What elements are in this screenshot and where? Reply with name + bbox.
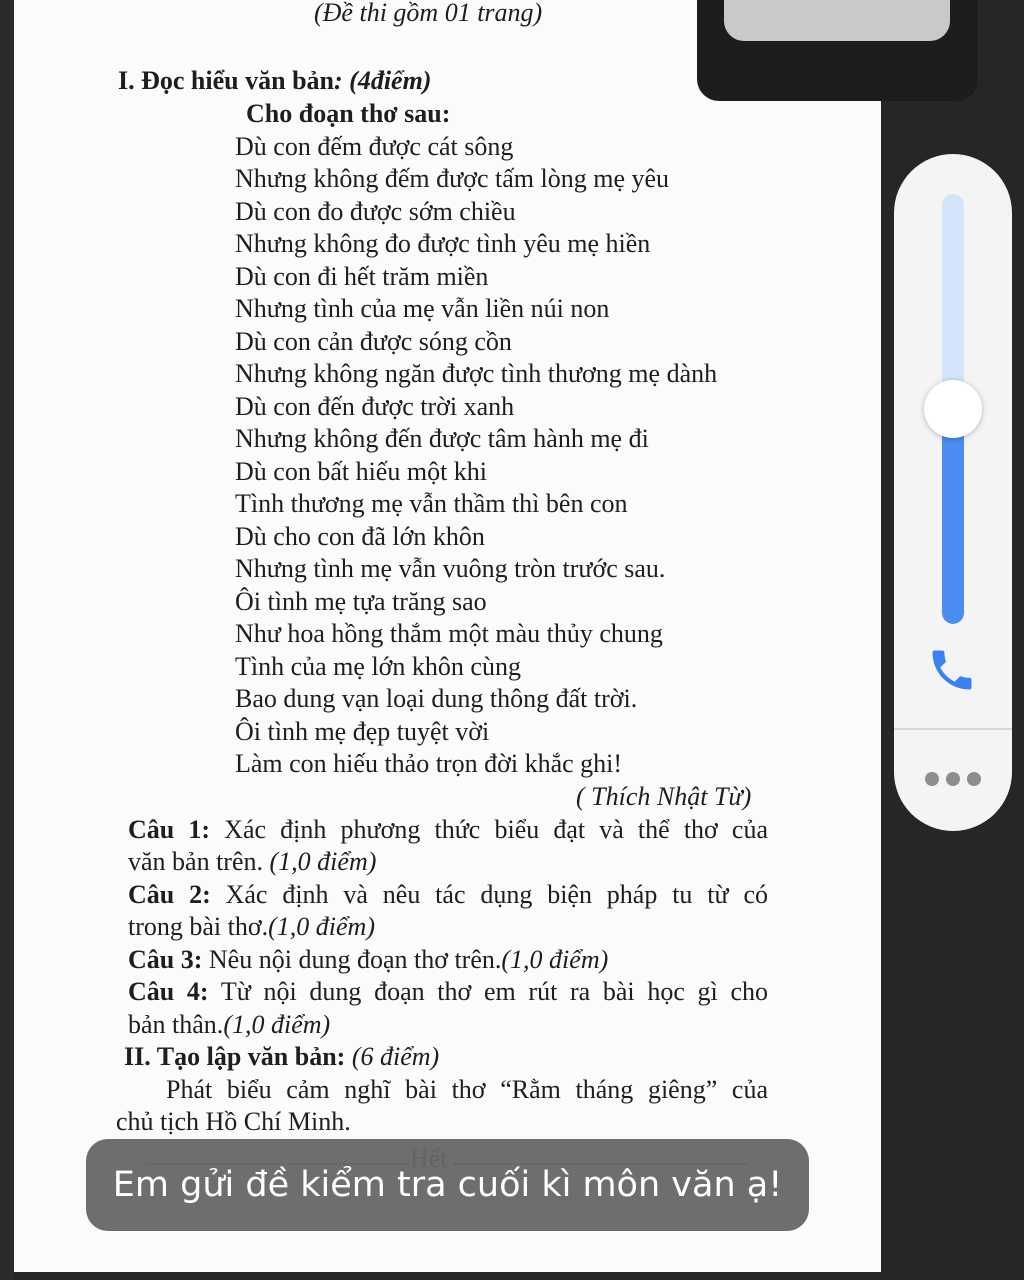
task-line-2: chủ tịch Hồ Chí Minh. — [116, 1107, 351, 1136]
poem-line: Tình của mẹ lớn khôn cùng — [235, 652, 521, 681]
question-4-text-cont: bản thân. — [128, 1010, 224, 1039]
question-4-label: Câu 4: — [128, 977, 209, 1006]
section1-heading — [118, 65, 431, 97]
question-3-label: Câu 3: — [128, 945, 203, 974]
volume-fill — [942, 409, 964, 624]
section1-points: : (4điểm) — [334, 66, 432, 95]
header-note: (Đề thi gồm 01 trang) — [314, 0, 543, 27]
question-4-points: (1,0 điểm) — [223, 1010, 331, 1039]
top-pill[interactable] — [724, 0, 950, 41]
section1-title: I. Đọc hiểu văn bản — [118, 66, 334, 95]
poem-line: Dù con cản được sóng cồn — [235, 327, 512, 356]
volume-panel — [894, 154, 1012, 831]
phone-icon[interactable] — [926, 644, 978, 696]
question-4 — [128, 976, 768, 1008]
question-3 — [128, 944, 608, 976]
question-4-text: Từ nội dung đoạn thơ em rút ra bài học gì cho — [220, 977, 768, 1006]
poem-line: Nhưng không đến được tâm hành mẹ đi — [235, 424, 649, 453]
poem-intro: Cho đoạn thơ sau: — [246, 99, 451, 128]
poem-line: Tình thương mẹ vẫn thầm thì bên con — [235, 489, 628, 518]
question-4-cont — [128, 1009, 330, 1041]
message-caption — [86, 1139, 809, 1231]
more-options-icon[interactable] — [925, 772, 981, 788]
question-2 — [128, 879, 768, 911]
poem-line: Dù con đo được sớm chiều — [235, 197, 516, 226]
poem-line: Nhưng không đo được tình yêu mẹ hiền — [235, 229, 651, 258]
poem-line: Nhưng tình của mẹ vẫn liền núi non — [235, 294, 610, 323]
poem-line: Ôi tình mẹ đẹp tuyệt vời — [235, 717, 490, 746]
poem-line: Dù con đi hết trăm miền — [235, 262, 489, 291]
section2-heading — [124, 1041, 439, 1073]
question-3-text: Nêu nội dung đoạn thơ trên. — [208, 945, 502, 974]
panel-divider — [894, 728, 1012, 730]
poem-line: Nhưng không ngăn được tình thương mẹ dành — [235, 359, 718, 388]
poem-line: Nhưng tình mẹ vẫn vuông tròn trước sau. — [235, 554, 666, 583]
left-edge — [0, 0, 14, 1280]
question-1-label: Câu 1: — [128, 815, 211, 844]
poem-line: Ôi tình mẹ tựa trăng sao — [235, 587, 487, 616]
question-1-points: (1,0 điểm) — [269, 847, 377, 876]
question-1 — [128, 814, 768, 846]
question-2-points: (1,0 điểm) — [268, 912, 375, 941]
question-2-cont — [128, 911, 375, 943]
poem-line: Dù con bất hiếu một khi — [235, 457, 488, 486]
poem-line: Dù con đếm được cát sông — [235, 132, 514, 161]
task-line-1: Phát biểu cảm nghĩ bài thơ “Rằm tháng giêng” của — [166, 1075, 768, 1104]
poem-line: Bao dung vạn loại dung thông đất trời. — [235, 684, 638, 713]
poem-line: Làm con hiếu thảo trọn đời khắc ghi! — [235, 749, 623, 778]
volume-knob[interactable] — [924, 380, 982, 438]
section2-points: (6 điểm) — [351, 1042, 440, 1071]
poem-line: Như hoa hồng thắm một màu thủy chung — [235, 619, 663, 648]
question-1-text-cont: văn bản trên. — [128, 847, 264, 876]
poem-line: Dù con đến được trời xanh — [235, 392, 515, 421]
poem-line: Dù cho con đã lớn khôn — [235, 522, 485, 551]
question-3-points: (1,0 điểm) — [501, 945, 609, 974]
poem-author: ( Thích Nhật Từ) — [576, 782, 752, 811]
question-1-text: Xác định phương thức biểu đạt và thể thơ của — [224, 815, 768, 844]
document-page — [14, 0, 881, 1272]
question-1-cont — [128, 846, 376, 878]
poem-line: Nhưng không đếm được tấm lòng mẹ yêu — [235, 164, 670, 193]
question-2-text-cont: trong bài thơ. — [128, 912, 269, 941]
caption-text: Em gửi đề kiểm tra cuối kì môn văn ạ! — [112, 1165, 783, 1205]
section2-title: II. Tạo lập văn bản: — [124, 1042, 346, 1071]
question-2-text: Xác định và nêu tác dụng biện pháp tu từ có — [225, 880, 768, 909]
question-2-label: Câu 2: — [128, 880, 211, 909]
